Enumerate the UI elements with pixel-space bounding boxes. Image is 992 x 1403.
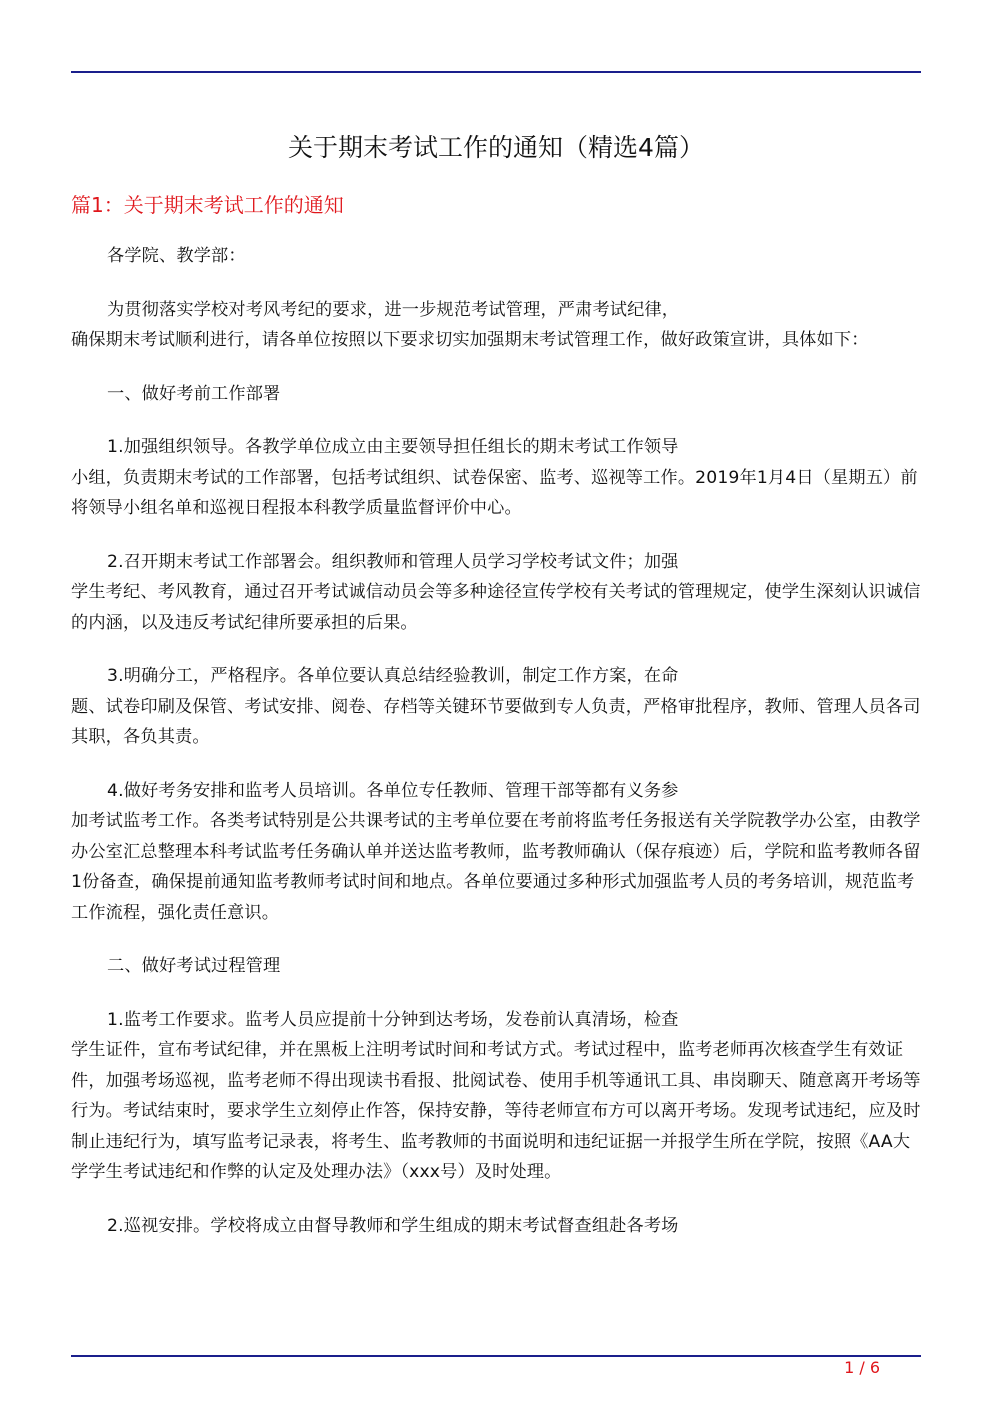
paragraph-continuation: 小组，负责期末考试的工作部署，包括考试组织、试卷保密、监考、巡视等工作。2019年1月4日（星期五）前将领导小组名单和巡视日程报本科教学质量监督评价中心。 xyxy=(71,467,918,518)
paragraph-lead: 1.加强组织领导。各教学单位成立由主要领导担任组长的期末考试工作领导 xyxy=(107,437,679,457)
page-number: 1 / 6 xyxy=(844,1358,880,1377)
heading-one xyxy=(71,379,923,410)
paragraph-6 xyxy=(71,776,923,929)
paragraph-continuation: 确保期末考试顺利进行，请各单位按照以下要求切实加强期末考试管理工作，做好政策宣讲，具体如下： xyxy=(71,330,869,350)
paragraph-4 xyxy=(71,547,923,639)
paragraph-lead: 2.召开期末考试工作部署会。组织教师和管理人员学习学校考试文件；加强 xyxy=(107,551,679,572)
paragraph-lead: 2.巡视安排。学校将成立由督导教师和学生组成的期末考试督查组赴各考场 xyxy=(107,1215,679,1236)
paragraph-0 xyxy=(71,241,923,272)
paragraph-8 xyxy=(71,1005,923,1188)
paragraph-lead: 1.监考工作要求。监考人员应提前十分钟到达考场，发卷前认真清场，检查 xyxy=(107,1009,679,1030)
paragraph-5 xyxy=(71,661,923,753)
document-body xyxy=(71,241,923,1264)
footer-rule xyxy=(71,1355,921,1357)
paragraph-lead: 一、做好考前工作部署 xyxy=(107,383,281,404)
paragraph-lead: 4.做好考务安排和监考人员培训。各单位专任教师、管理干部等都有义务参 xyxy=(107,780,679,801)
heading-two xyxy=(71,951,923,982)
document-title: 关于期末考试工作的通知（精选4篇） xyxy=(288,133,704,162)
paragraph-1 xyxy=(71,295,923,356)
paragraph-9 xyxy=(71,1211,923,1242)
paragraph-continuation: 题、试卷印刷及保管、考试安排、阅卷、存档等关键环节要做到专人负责，严格审批程序，教师、管理人员各司其职，各负其责。 xyxy=(71,696,921,747)
section-title: 篇1：关于期末考试工作的通知 xyxy=(71,193,344,217)
paragraph-lead: 3.明确分工，严格程序。各单位要认真总结经验教训，制定工作方案，在命 xyxy=(107,666,679,686)
paragraph-lead: 各学院、教学部： xyxy=(107,246,246,266)
paragraph-lead: 为贯彻落实学校对考风考纪的要求，进一步规范考试管理，严肃考试纪律， xyxy=(107,299,680,320)
paragraph-continuation: 加考试监考工作。各类考试特别是公共课考试的主考单位要在考前将监考任务报送有关学院教学办公室，由教学办公室汇总整理本科考试监考任务确认单并送达监考教师，监考教师确认（保存痕迹）后，学院和监考教师各留1份备查，确保提前通知监考教师考试时间和地点。各单位要通过多种形式加强监考人员的考务培训，规范监考工作流程，强化责任意识。 xyxy=(71,811,921,923)
paragraph-continuation: 学生证件，宣布考试纪律，并在黑板上注明考试时间和考试方式。考试过程中，监考老师再次核查学生有效证件，加强考场巡视，监考老师不得出现读书看报、批阅试卷、使用手机等通讯工具、串岗聊天、随意离开考场等行为。考试结束时，要求学生立刻停止作答，保持安静，等待老师宣布方可以离开考场。发现考试违纪，应及时制止违纪行为，填写监考记录表，将考生、监考教师的书面说明和违纪证据一并报学生所在学院，按照《AA大学学生考试违纪和作弊的认定及处理办法》（xxx号）及时处理。 xyxy=(71,1040,921,1182)
paragraph-lead: 二、做好考试过程管理 xyxy=(107,956,281,976)
paragraph-3 xyxy=(71,432,923,524)
header-rule xyxy=(71,71,921,73)
paragraph-continuation: 学生考纪、考风教育，通过召开考试诚信动员会等多种途径宣传学校有关考试的管理规定，使学生深刻认识诚信的内涵，以及违反考试纪律所要承担的后果。 xyxy=(71,582,921,633)
